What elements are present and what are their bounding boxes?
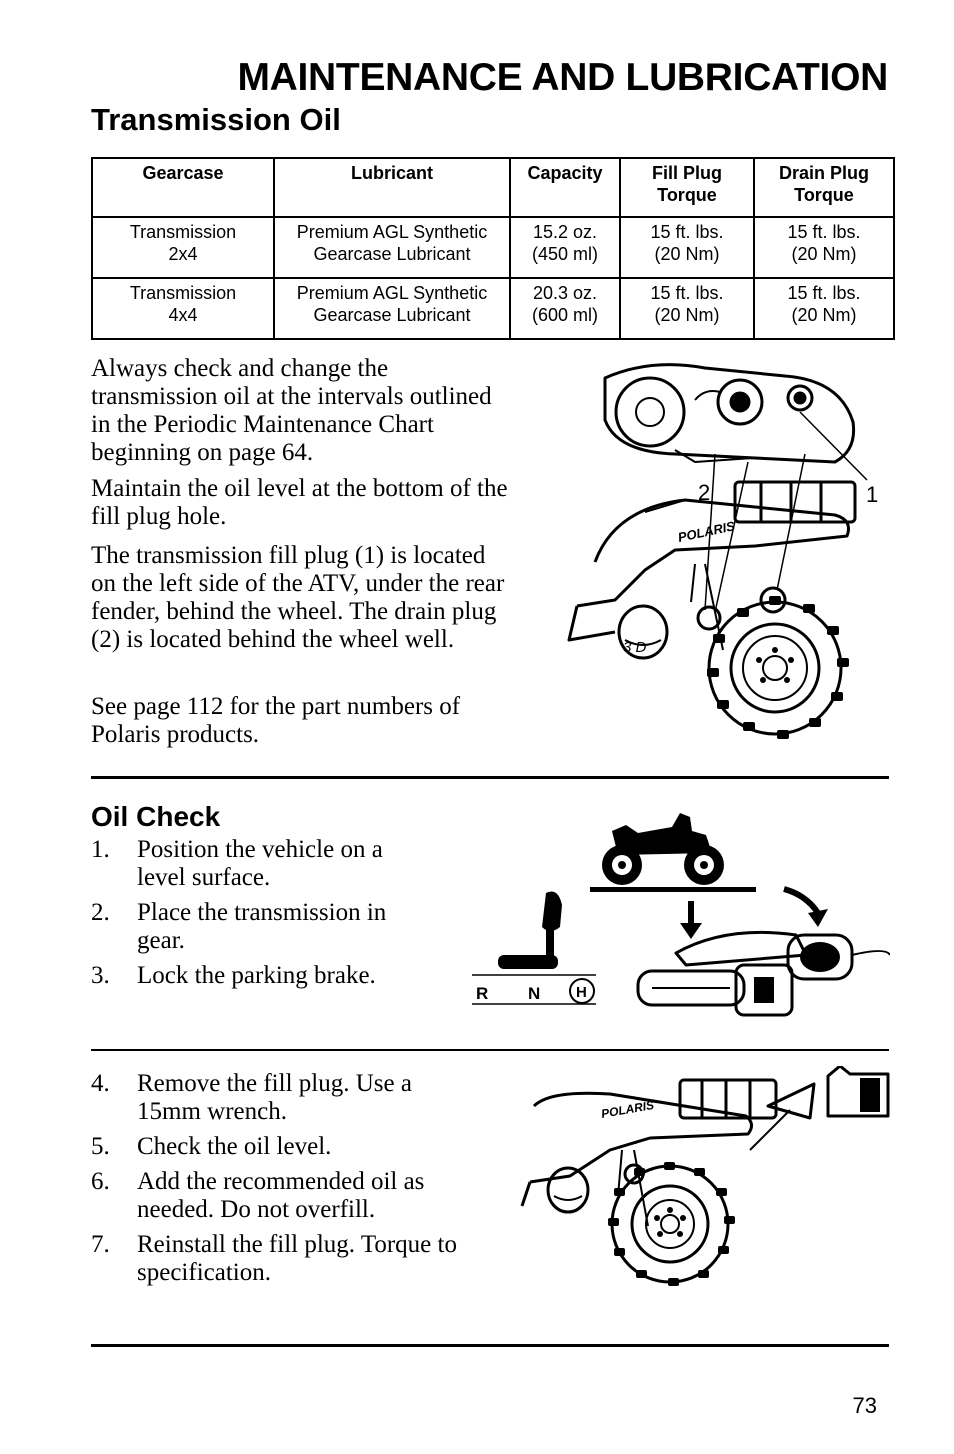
section-title: Transmission Oil	[91, 102, 341, 137]
table-row	[92, 278, 894, 339]
gear-label-high: H	[576, 984, 587, 1001]
page-number: 73	[852, 1393, 877, 1418]
table-cell: 20.3 oz. (600 ml)	[510, 278, 620, 339]
list-item: 2. Place the transmission in gear.	[91, 899, 387, 954]
section-divider	[91, 1049, 889, 1051]
section-divider	[91, 776, 889, 779]
callout-drain-plug: 2	[698, 480, 711, 505]
table-cell: Transmission 4x4	[92, 278, 274, 339]
table-cell: Premium AGL Synthetic Gearcase Lubricant	[274, 278, 510, 339]
oil-check-heading: Oil Check	[91, 801, 221, 832]
section-divider	[91, 1344, 889, 1347]
table-cell: 15 ft. lbs. (20 Nm)	[620, 278, 754, 339]
brand-label: POLARIS	[600, 1097, 656, 1121]
oil-check-steps-first	[91, 836, 431, 997]
transmission-spec-table	[91, 157, 895, 340]
list-item: 3. Lock the parking brake.	[91, 962, 376, 989]
column-header: Drain Plug Torque	[754, 158, 894, 217]
level-atv-icon	[590, 813, 756, 892]
curved-arrow-icon	[784, 889, 828, 927]
list-item: 7. Reinstall the fill plug. Torque to specification.	[91, 1231, 457, 1286]
intro-paragraph-part-numbers: See page 112 for the part numbers of Polaris products.	[91, 693, 461, 748]
column-header: Gearcase	[92, 158, 274, 217]
table-header-row	[92, 158, 894, 217]
callout-fill-plug: 1	[866, 482, 879, 507]
column-header: Fill Plug Torque	[620, 158, 754, 217]
oil-check-steps-second	[91, 1070, 461, 1294]
oil-check-illustration	[466, 805, 890, 1027]
intro-paragraph-intervals: Always check and change the transmission oil at the intervals outlined in the Periodic Maintenance Chart beginning on page 64.	[91, 355, 492, 466]
parking-brake-lever-icon	[638, 932, 890, 1015]
table-row	[92, 217, 894, 278]
table-cell: 15 ft. lbs. (20 Nm)	[754, 278, 894, 339]
page-title: MAINTENANCE AND LUBRICATION	[237, 56, 888, 99]
list-item: 6. Add the recommended oil as needed. Do not overfill.	[91, 1168, 425, 1223]
table-cell: 15.2 oz. (450 ml)	[510, 217, 620, 278]
intro-paragraph-plug-location: The transmission fill plug (1) is located on the left side of the ATV, under the rear fender, behind the wheel. The drain plug (2) is located behind the wheel well.	[91, 542, 505, 653]
column-header: Capacity	[510, 158, 620, 217]
list-item: 5. Check the oil level.	[91, 1133, 332, 1160]
oil-fill-illustration	[510, 1066, 894, 1292]
list-item: 1. Position the vehicle on a level surface.	[91, 836, 383, 891]
atv-transmission-illustration	[555, 350, 895, 742]
column-header: Lubricant	[274, 158, 510, 217]
table-cell: Premium AGL Synthetic Gearcase Lubricant	[274, 217, 510, 278]
table-cell: 15 ft. lbs. (20 Nm)	[754, 217, 894, 278]
brand-label: POLARIS	[676, 518, 737, 545]
table-cell: 15 ft. lbs. (20 Nm)	[620, 217, 754, 278]
gear-label-reverse: R	[476, 984, 489, 1003]
svg-text:3 D: 3 D	[623, 639, 647, 656]
intro-paragraph-oil-level: Maintain the oil level at the bottom of the fill plug hole.	[91, 475, 508, 530]
arrow-down-icon	[680, 901, 702, 939]
gear-label-neutral: N	[528, 984, 541, 1003]
list-item: 4. Remove the fill plug. Use a 15mm wrench.	[91, 1070, 412, 1125]
table-cell: Transmission 2x4	[92, 217, 274, 278]
